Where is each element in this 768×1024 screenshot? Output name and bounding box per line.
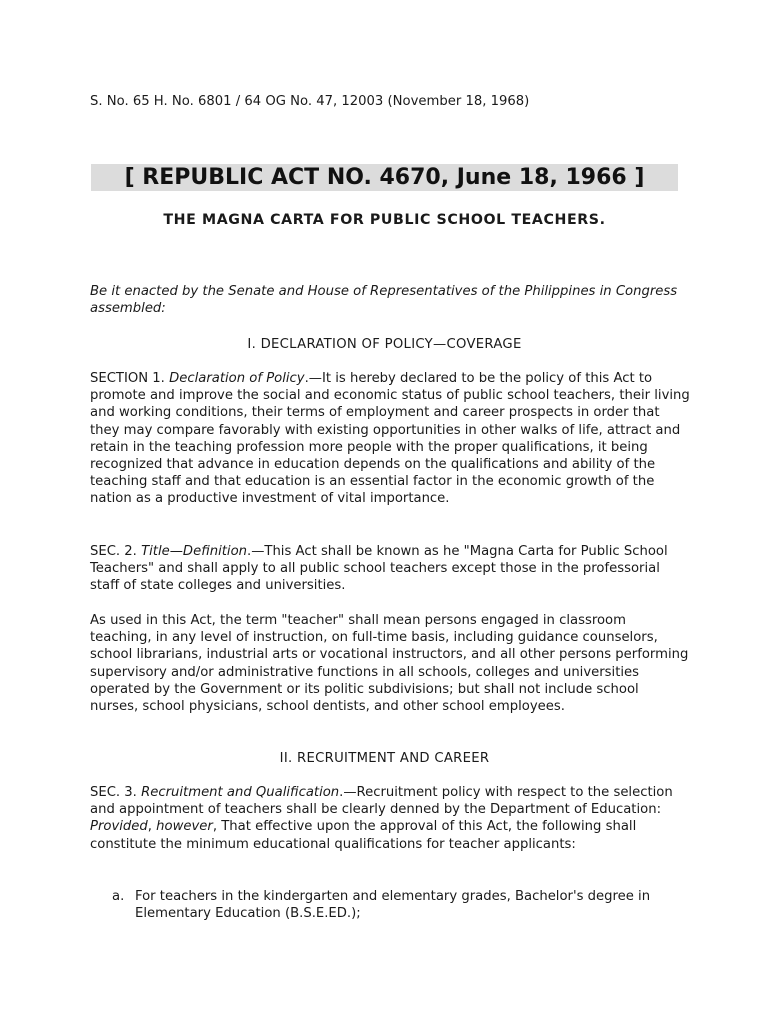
section-2-paragraph — [90, 543, 690, 595]
section-1-title: Declaration of Policy — [169, 371, 305, 386]
section-3-comma: , — [147, 819, 157, 835]
section-1-label: SECTION 1. — [90, 371, 170, 386]
section-heading-recruitment-and-career: II. RECRUITMENT AND CAREER — [279, 751, 490, 766]
document-title: THE MAGNA CARTA FOR PUBLIC SCHOOL TEACHERS. — [163, 212, 606, 228]
section-3-however: however — [156, 819, 213, 835]
act-number-banner: [ REPUBLIC ACT NO. 4670, June 18, 1966 ] — [91, 164, 678, 191]
section-2-label: SEC. 2. — [90, 544, 142, 559]
section-3-label: SEC. 3. — [90, 785, 142, 800]
list-item-text: For teachers in the kindergarten and elementary grades, Bachelor's degree in Elementary Education (B.S.E.ED.); — [135, 889, 651, 922]
list-item — [112, 888, 692, 922]
citation-line: S. No. 65 H. No. 6801 / 64 OG No. 47, 12003 (November 18, 1968) — [90, 94, 530, 109]
qualification-list — [112, 888, 692, 922]
section-1-paragraph — [90, 370, 690, 508]
section-3-body-end: , That effective upon the approval of this Act, the following shall constitute the minimum educational qualifications for teacher applicants: — [90, 819, 637, 852]
section-3-provided: Provided — [90, 819, 148, 835]
section-2-body: .—This Act shall be known as he "Magna Carta for Public School Teachers" and shall apply to all public school teachers except those in the professorial staff of state colleges and universities. — [90, 544, 668, 594]
list-item-marker: a. — [112, 889, 125, 904]
section-2-title: Title—Definition — [141, 544, 248, 559]
section-1-body: .—It is hereby declared to be the policy of this Act to promote and improve the social and economic status of public school teachers, their living and working conditions, their terms of employment and career prospects in order that they may compare favorably with existing opportunities in other walks of life, attract and retain in the teaching profession more people with the proper qualifications, it being recognized that advance in education depends on the qualifications and ability of the teaching staff and that education is an essential factor in the economic growth of the nation as a productive investment of vital importance. — [90, 371, 690, 507]
section-heading-declaration-of-policy: I. DECLARATION OF POLICY—COVERAGE — [247, 337, 522, 352]
section-3-body-start: .—Recruitment policy with respect to the selection and appointment of teachers shall be clearly denned by the Department of Education: — [90, 785, 673, 818]
teacher-definition-paragraph: As used in this Act, the term "teacher" shall mean persons engaged in classroom teaching, in any level of instruction, on full-time basis, including guidance counselors, school librarians, industrial arts or vocational instructors, and all other persons performing supervisory and/or administrative functions in all schools, colleges and universities operated by the Government or its politic subdivisions; but shall not include school nurses, school physicians, school dentists, and other school employees. — [90, 613, 689, 715]
enacting-clause: Be it enacted by the Senate and House of Representatives of the Philippines in Congress assembled: — [90, 284, 678, 317]
section-3-paragraph — [90, 784, 690, 853]
section-3-title: Recruitment and Qualification — [141, 785, 340, 800]
